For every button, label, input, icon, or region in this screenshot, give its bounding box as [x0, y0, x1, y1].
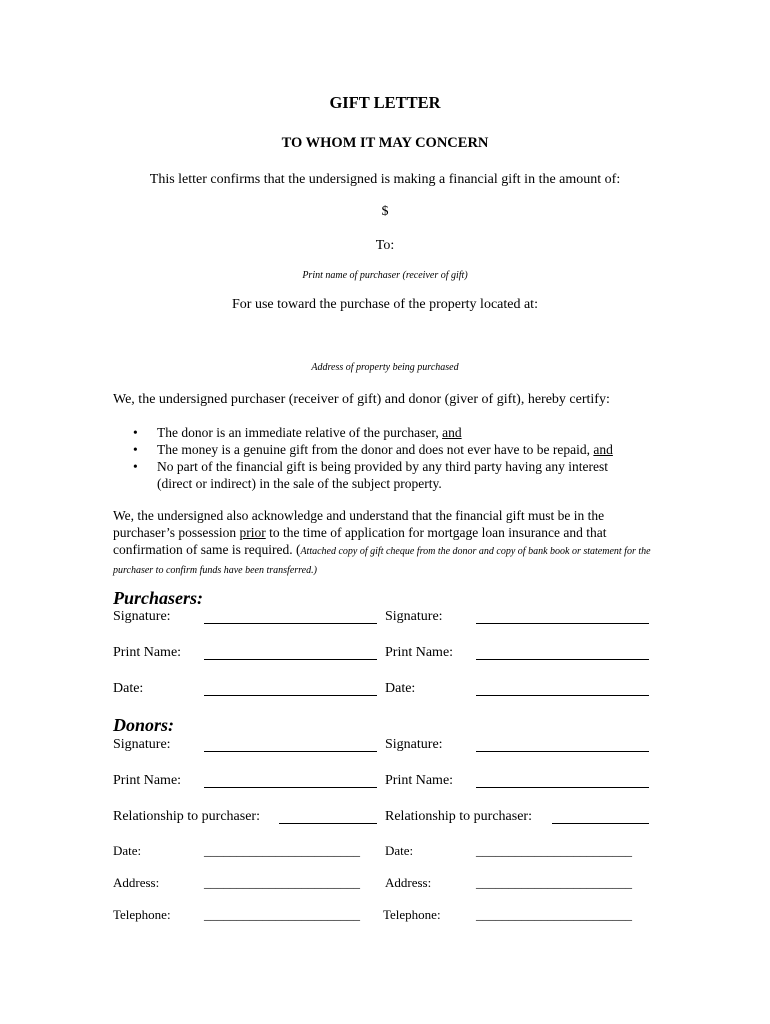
- donor-telephone-label: Telephone:: [383, 907, 441, 922]
- donor-address-label: Address:: [385, 875, 432, 890]
- donor-address-label: Address:: [113, 875, 160, 890]
- donor-signature-label: Signature:: [113, 737, 171, 752]
- donor-print-name-label: Print Name:: [113, 773, 182, 788]
- document-title: GIFT LETTER: [329, 93, 441, 112]
- property-address-caption: Address of property being purchased: [311, 362, 459, 373]
- donor-2-signature-line[interactable]: [476, 751, 649, 752]
- list-item: • The donor is an immediate relative of the purchaser, and: [133, 425, 462, 440]
- donor-telephone-label: Telephone:: [113, 907, 171, 922]
- list-item: • No part of the financial gift is being provided by any third party having any interest: [133, 459, 609, 474]
- donors-heading: Donors:: [113, 715, 175, 735]
- purchaser-date-label: Date:: [113, 681, 144, 696]
- purchaser-print-name-label: Print Name:: [385, 645, 454, 660]
- donor-1-telephone-line[interactable]: ________________________: [204, 907, 360, 922]
- donor-signature-label: Signature:: [385, 737, 443, 752]
- donor-date-label: Date:: [113, 843, 142, 858]
- property-intro: For use toward the purchase of the property located at:: [232, 297, 538, 312]
- donor-date-label: Date:: [385, 843, 414, 858]
- currency-symbol: $: [381, 204, 389, 219]
- bullet-icon: •: [133, 442, 138, 457]
- bullet-icon: •: [133, 459, 138, 474]
- donor-relationship-label: Relationship to purchaser:: [113, 809, 260, 824]
- donor-2-relationship-line[interactable]: [552, 823, 649, 824]
- donor-1-address-line[interactable]: ________________________: [204, 875, 360, 890]
- donor-2-address-line[interactable]: ________________________: [476, 875, 632, 890]
- purchaser-1-print-name-line[interactable]: [204, 659, 377, 660]
- certification-list: [133, 424, 613, 492]
- document-subtitle: TO WHOM IT MAY CONCERN: [281, 135, 489, 151]
- certify-intro: We, the undersigned purchaser (receiver of gift) and donor (giver of gift), hereby certify:: [113, 392, 610, 407]
- purchaser-1-date-line[interactable]: [204, 695, 377, 696]
- purchaser-2-date-line[interactable]: [476, 695, 649, 696]
- gift-amount-intro: This letter confirms that the undersigned is making a financial gift in the amount of:: [149, 172, 621, 187]
- donor-2-telephone-line[interactable]: ________________________: [476, 907, 632, 922]
- donor-1-relationship-line[interactable]: [279, 823, 377, 824]
- acknowledgement-paragraph: We, the undersigned also acknowledge and understand that the financial gift must be in the purchaser’s possession prior to the time of application for mortgage loan insurance and that confirmation of same is required. (Attached copy of gift cheque from the donor and copy of bank book or statement for the purchaser to confirm funds have been transferred.): [113, 508, 651, 576]
- donor-1-print-name-line[interactable]: [204, 787, 377, 788]
- list-item-continuation: (direct or indirect) in the sale of the subject property.: [157, 476, 442, 491]
- purchaser-date-label: Date:: [385, 681, 416, 696]
- purchaser-2-signature-line[interactable]: [476, 623, 649, 624]
- donor-1-date-line[interactable]: ________________________: [204, 843, 360, 858]
- to-label: To:: [375, 238, 395, 253]
- purchaser-name-caption: Print name of purchaser (receiver of gift): [302, 270, 468, 281]
- donor-2-date-line[interactable]: ________________________: [476, 843, 632, 858]
- list-item: • The money is a genuine gift from the donor and does not ever have to be repaid, and: [133, 442, 613, 457]
- bullet-icon: •: [133, 425, 138, 440]
- donor-2-print-name-line[interactable]: [476, 787, 649, 788]
- donor-1-signature-line[interactable]: [204, 751, 377, 752]
- donor-relationship-label: Relationship to purchaser:: [385, 809, 532, 824]
- purchaser-1-signature-line[interactable]: [204, 623, 377, 624]
- purchaser-signature-label: Signature:: [113, 609, 171, 624]
- purchasers-heading: Purchasers:: [113, 588, 204, 608]
- purchaser-print-name-label: Print Name:: [113, 645, 182, 660]
- donor-print-name-label: Print Name:: [385, 773, 454, 788]
- purchaser-signature-label: Signature:: [385, 609, 443, 624]
- purchaser-2-print-name-line[interactable]: [476, 659, 649, 660]
